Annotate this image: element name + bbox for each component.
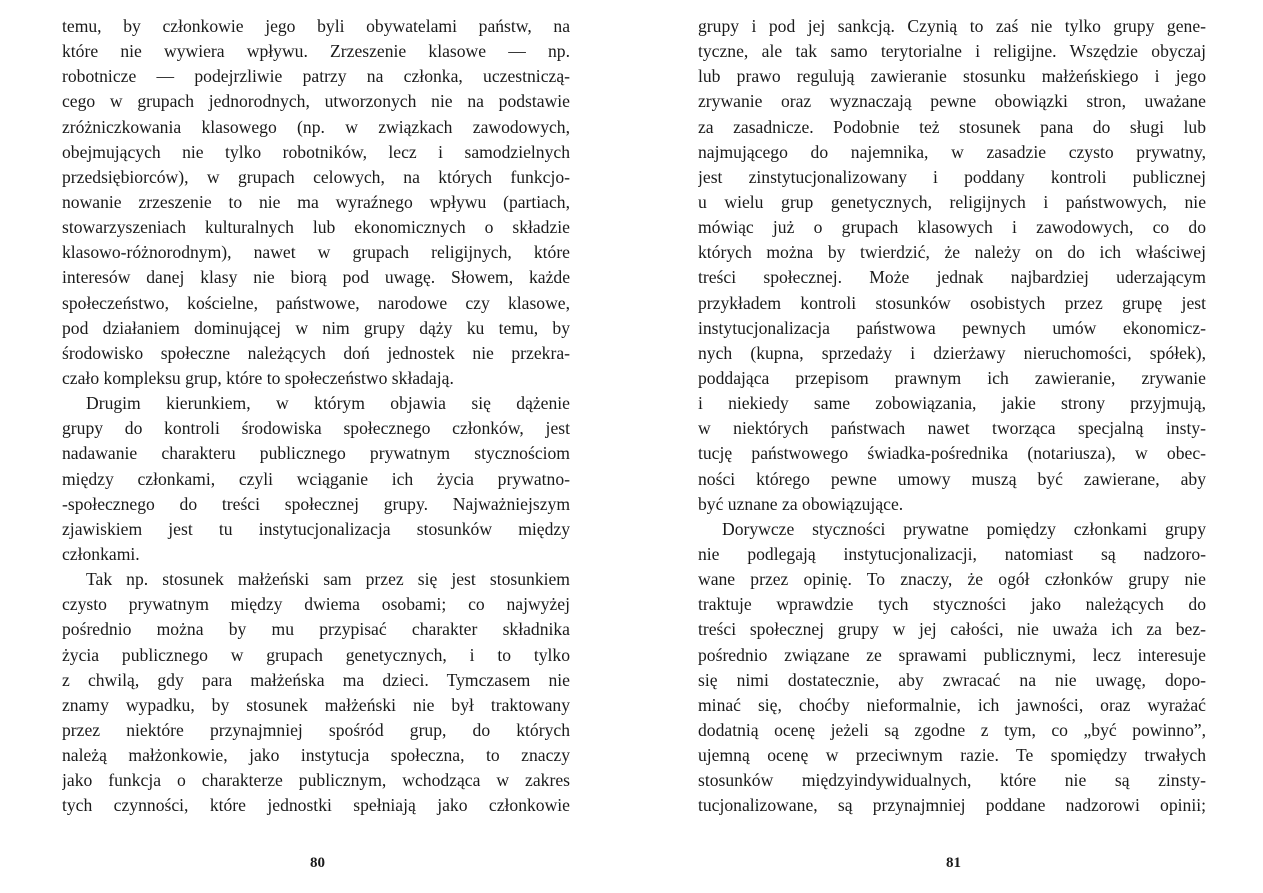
- text-line: pod działaniem dominującej w nim grupy dąży ku temu, by: [62, 317, 570, 338]
- page-number-left: 80: [310, 855, 325, 871]
- text-line: lub prawo regulują zawieranie stosunku małżeńskiego i jego: [698, 66, 1206, 87]
- text-line: minać się, choćby nieformalnie, ich jawności, oraz wyrażać: [698, 694, 1206, 715]
- page-number-right: 81: [946, 855, 961, 871]
- text-line: Drugim kierunkiem, w którym objawia się dążenie: [86, 393, 570, 414]
- text-line: tucję państwowego świadka-pośrednika (notariusza), w obec-: [698, 443, 1206, 464]
- text-line: zróżniczkowania klasowego (np. w związkach zawodowych,: [62, 116, 570, 137]
- text-line: traktuje wprawdzie tych styczności jako należących do: [698, 594, 1206, 615]
- text-line: pośrednio można by mu przypisać charakter składnika: [62, 619, 570, 640]
- text-line: u wielu grup genetycznych, religijnych i państwowych, nie: [698, 191, 1206, 212]
- text-line: tyczne, ale tak samo terytorialne i religijne. Wszędzie obyczaj: [698, 41, 1206, 62]
- text-line: przykładem kontroli stosunków osobistych przez grupę jest: [698, 292, 1206, 313]
- text-line: społeczeństwo, kościelne, państwowe, narodowe czy klasowe,: [62, 292, 570, 313]
- text-line: ujemną ocenę w przeciwnym razie. Te spomiędzy trwałych: [698, 745, 1206, 766]
- text-line: cego w grupach jednorodnych, utworzonych nie na podstawie: [62, 91, 570, 112]
- text-line: jako funkcja o charakterze publicznym, wchodząca w zakres: [62, 770, 570, 791]
- text-line: znamy wypadku, by stosunek małżeński nie był traktowany: [62, 694, 570, 715]
- text-line: między członkami, czyli wciąganie ich życia prywatno-: [62, 468, 570, 489]
- text-line: stowarzyszeniach kulturalnych lub ekonomicznych o składzie: [62, 217, 570, 238]
- text-line: pośrednio związane ze sprawami publicznymi, lecz interesuje: [698, 644, 1206, 665]
- text-line: członkami.: [62, 543, 140, 564]
- text-line: obejmujących nie tylko robotników, lecz i samodzielnych: [62, 141, 570, 162]
- text-line: stosunków międzyindywidualnych, które nie są zinsty-: [698, 770, 1206, 791]
- text-line: ności którego pewne umowy muszą być zawierane, aby: [698, 468, 1206, 489]
- text-line: instytucjonalizacja państwowa pewnych umów ekonomicz-: [698, 317, 1206, 338]
- text-line: środowisko społeczne należących doń jednostek nie przekra-: [62, 342, 570, 363]
- text-line: poddająca przepisom prawnym ich zawieranie, zrywanie: [698, 367, 1206, 388]
- text-line: wane przez opinię. To znaczy, że ogół członków grupy nie: [698, 569, 1206, 590]
- text-line: przedsiębiorców), w grupach celowych, na których funkcjo-: [62, 166, 570, 187]
- text-line: czysto prywatnym między dwiema osobami; co najwyżej: [62, 594, 570, 615]
- text-line: tucjonalizowane, są przynajmniej poddane nadzorowi opinii;: [698, 795, 1206, 816]
- text-line: zjawiskiem jest tu instytucjonalizacja stosunków między: [62, 518, 570, 539]
- text-line: grupy i pod jej sankcją. Czynią to zaś nie tylko grupy gene-: [698, 16, 1206, 36]
- text-line: nowanie zrzeszenie to nie ma wyraźnego wpływu (partiach,: [62, 191, 570, 212]
- text-line: przez niektóre przynajmniej spośród grup, do których: [62, 719, 570, 740]
- text-line: tych czynności, które jednostki spełniają jako członkowie: [62, 795, 570, 816]
- left-page: [62, 14, 570, 819]
- text-line: zrywanie oraz wyznaczają pewne obowiązki stron, uważane: [698, 91, 1206, 112]
- text-line: być uznane za obowiązujące.: [698, 493, 904, 514]
- text-line: nadawanie charakteru publicznego prywatnym stycznościom: [62, 443, 570, 464]
- text-line: z chwilą, gdy para małżeńska ma dzieci. Tymczasem nie: [62, 669, 570, 690]
- text-line: temu, by członkowie jego byli obywatelami państw, na: [62, 16, 570, 36]
- text-line: robotnicze — podejrzliwie patrzy na członka, uczestniczą-: [62, 66, 570, 87]
- text-line: nie podlegają instytucjonalizacji, natomiast są nadzoro-: [698, 543, 1206, 564]
- text-line: interesów danej klasy nie biorą pod uwagę. Słowem, każde: [62, 267, 570, 288]
- text-line: nych (kupna, sprzedaży i dzierżawy nieruchomości, spółek),: [698, 342, 1206, 363]
- right-page: [698, 14, 1206, 819]
- text-line: jest zinstytucjonalizowany i poddany kontroli publicznej: [698, 166, 1206, 187]
- text-line: których można by twierdzić, że należy on do ich właściwej: [698, 242, 1206, 263]
- text-line: najmującego do najemnika, w zasadzie czysto prywatny,: [698, 141, 1206, 162]
- text-line: i niekiedy same zobowiązania, jakie strony przyjmują,: [698, 393, 1206, 414]
- text-line: Tak np. stosunek małżeński sam przez się jest stosunkiem: [86, 569, 570, 590]
- text-line: klasowo-różnorodnym), nawet w grupach religijnych, które: [62, 242, 570, 263]
- text-line: za zasadnicze. Podobnie też stosunek pana do sługi lub: [698, 116, 1206, 137]
- text-line: życia publicznego w grupach genetycznych, i to tylko: [62, 644, 570, 665]
- text-line: czało kompleksu grup, które to społeczeństwo składają.: [62, 367, 454, 388]
- text-line: mówiąc już o grupach klasowych i zawodowych, co do: [698, 217, 1206, 238]
- text-line: w niektórych państwach nawet tworząca specjalną insty-: [698, 418, 1206, 439]
- text-line: które nie wywiera wpływu. Zrzeszenie klasowe — np.: [62, 41, 570, 62]
- text-line: Dorywcze styczności prywatne pomiędzy członkami grupy: [722, 518, 1206, 539]
- text-line: -społecznego do treści społecznej grupy. Najważniejszym: [62, 493, 570, 514]
- text-line: treści społecznej grupy w jej całości, nie uważa ich za bez-: [698, 619, 1206, 640]
- text-line: treści społecznej. Może jednak najbardziej uderzającym: [698, 267, 1206, 288]
- text-line: się nimi dostatecznie, aby zwracać na nie uwagę, dopo-: [698, 669, 1206, 690]
- text-line: grupy do kontroli środowiska społecznego członków, jest: [62, 418, 570, 439]
- text-line: dodatnią ocenę jeżeli są zgodne z tym, co „być powinno”,: [698, 719, 1206, 740]
- text-line: należą małżonkowie, jako instytucja społeczna, to znaczy: [62, 745, 570, 766]
